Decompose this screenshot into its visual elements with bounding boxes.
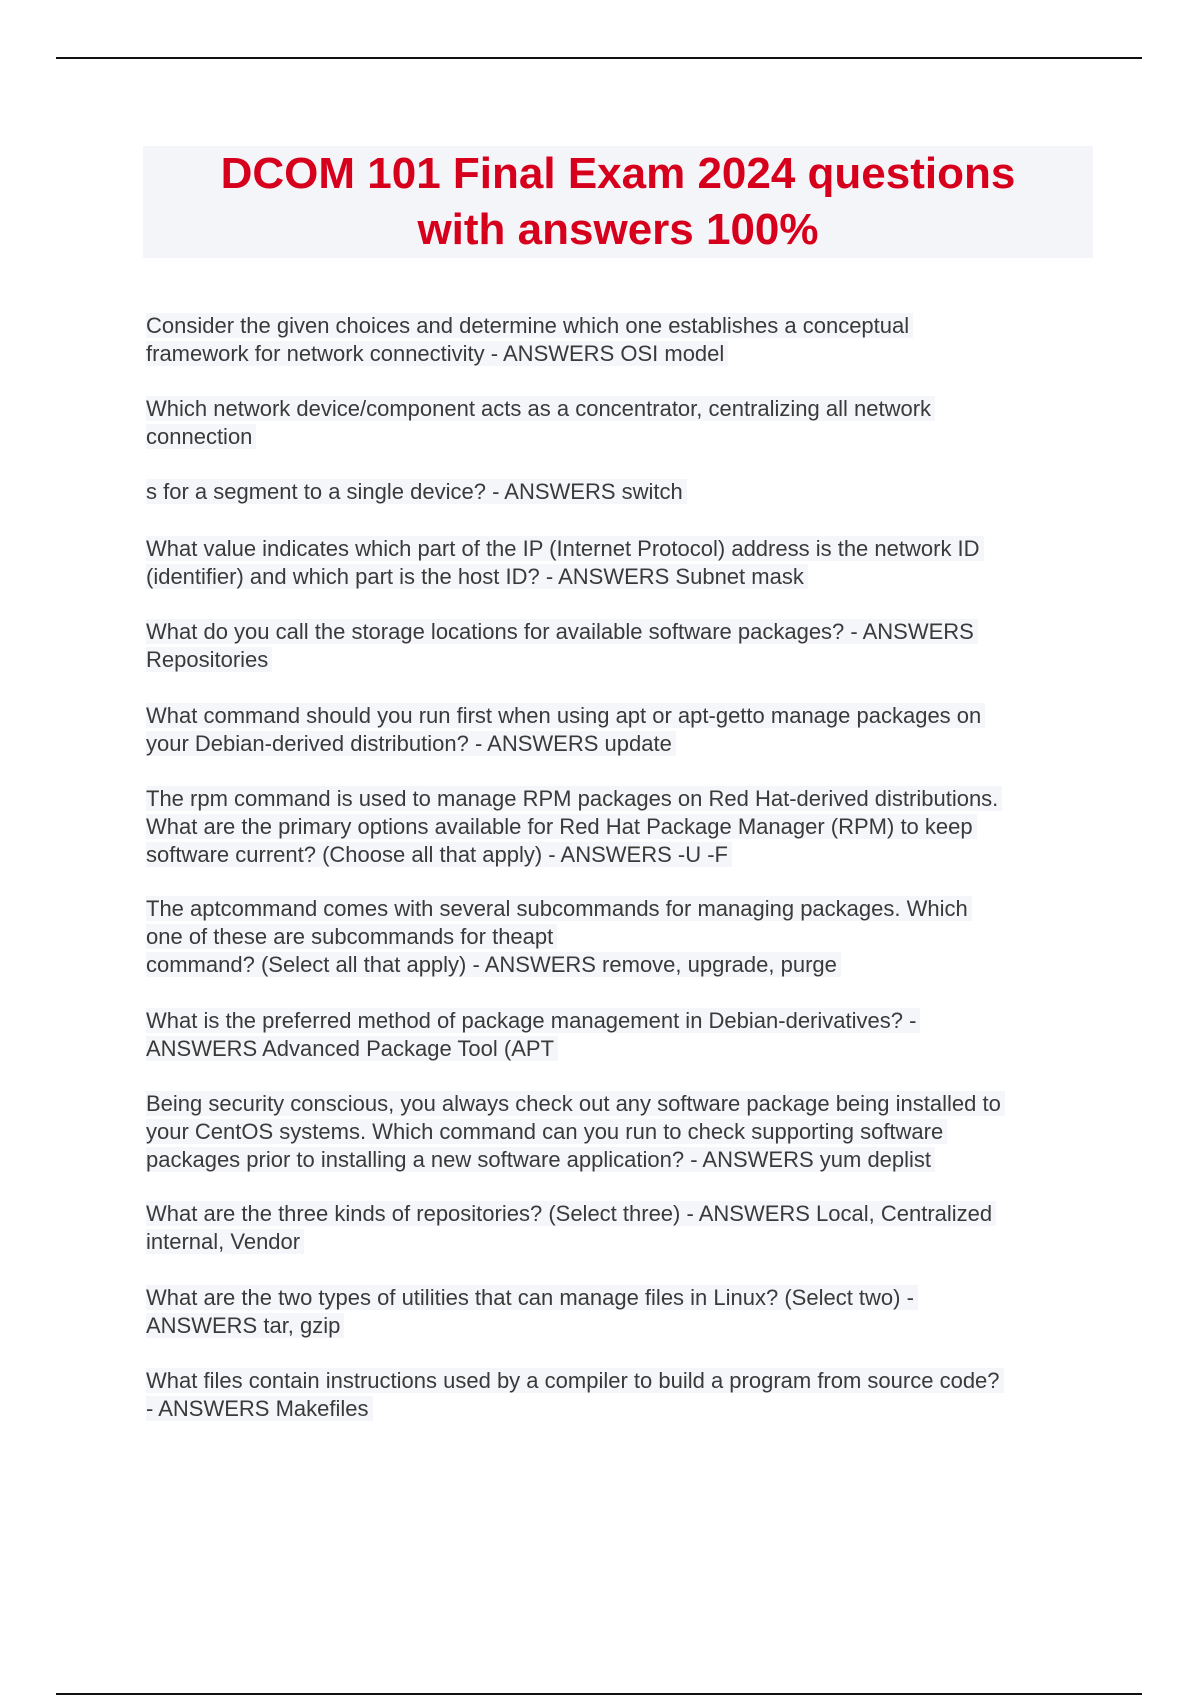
question-line-text: What value indicates which part of the IP (Internet Protocol) address is the network ID [146, 536, 984, 561]
question-line-text: command? (Select all that apply) - ANSWERS remove, upgrade, purge [146, 952, 841, 977]
title-box [143, 146, 1093, 258]
question-line [146, 1200, 1096, 1228]
question-line [146, 702, 1096, 730]
question-line [146, 340, 1096, 368]
question-line [146, 1118, 1096, 1146]
question-item [146, 395, 1096, 451]
question-item [146, 785, 1096, 869]
question-line-text: software current? (Choose all that apply) - ANSWERS -U -F [146, 842, 732, 867]
question-item [146, 478, 1096, 506]
question-line [146, 1395, 1096, 1423]
question-line [146, 1228, 1096, 1256]
question-line-text: What are the three kinds of repositories? (Select three) - ANSWERS Local, Centralized [146, 1201, 996, 1226]
question-line-text: What command should you run first when using apt or apt-getto manage packages on [146, 703, 985, 728]
question-line [146, 923, 1096, 951]
top-rule [56, 57, 1142, 59]
title-line-2: with answers 100% [417, 205, 819, 254]
question-line [146, 423, 1096, 451]
title-line-1: DCOM 101 Final Exam 2024 questions [220, 149, 1016, 198]
question-line [146, 1035, 1096, 1063]
question-line-text: The aptcommand comes with several subcommands for managing packages. Which [146, 896, 972, 921]
question-line-text: packages prior to installing a new software application? - ANSWERS yum deplist [146, 1147, 935, 1172]
question-line-text: internal, Vendor [146, 1229, 304, 1254]
question-line [146, 1007, 1096, 1035]
question-line-text: framework for network connectivity - ANSWERS OSI model [146, 341, 728, 366]
question-line-text: s for a segment to a single device? - ANSWERS switch [146, 479, 687, 504]
question-line [146, 730, 1096, 758]
question-line-text: connection [146, 424, 256, 449]
question-line-text: What is the preferred method of package management in Debian-derivatives? - [146, 1008, 920, 1033]
question-line [146, 618, 1096, 646]
question-line-text: The rpm command is used to manage RPM packages on Red Hat-derived distributions. [146, 786, 1002, 811]
question-line-text: What do you call the storage locations for available software packages? - ANSWERS [146, 619, 978, 644]
question-line-text: - ANSWERS Makefiles [146, 1396, 373, 1421]
question-line-text: one of these are subcommands for theapt [146, 924, 557, 949]
question-line-text: Repositories [146, 647, 272, 672]
question-line-text: What are the two types of utilities that can manage files in Linux? (Select two) - [146, 1285, 918, 1310]
question-line-text: What are the primary options available for Red Hat Package Manager (RPM) to keep [146, 814, 977, 839]
question-line [146, 785, 1096, 813]
bottom-rule [56, 1693, 1142, 1695]
question-line [146, 1090, 1096, 1118]
question-line-text: Which network device/component acts as a concentrator, centralizing all network [146, 396, 935, 421]
question-line [146, 646, 1096, 674]
question-line [146, 563, 1096, 591]
question-line [146, 951, 1096, 979]
question-line-text: What files contain instructions used by a compiler to build a program from source code? [146, 1368, 1004, 1393]
question-item [146, 312, 1096, 368]
question-line [146, 395, 1096, 423]
question-item [146, 702, 1096, 758]
question-item [146, 1367, 1096, 1423]
question-line [146, 895, 1096, 923]
question-line-text: Consider the given choices and determine which one establishes a conceptual [146, 313, 913, 338]
question-item [146, 1090, 1096, 1174]
question-line [146, 1312, 1096, 1340]
question-line-text: ANSWERS tar, gzip [146, 1313, 344, 1338]
question-line [146, 813, 1096, 841]
question-item [146, 535, 1096, 591]
question-line [146, 535, 1096, 563]
question-item [146, 1200, 1096, 1256]
question-line [146, 841, 1096, 869]
question-item [146, 618, 1096, 674]
question-item [146, 1284, 1096, 1340]
question-line-text: your Debian-derived distribution? - ANSWERS update [146, 731, 676, 756]
question-line [146, 312, 1096, 340]
question-line-text: ANSWERS Advanced Package Tool (APT [146, 1036, 558, 1061]
question-line [146, 1367, 1096, 1395]
question-line-text: Being security conscious, you always check out any software package being installed to [146, 1091, 1005, 1116]
question-line [146, 478, 1096, 506]
question-line [146, 1284, 1096, 1312]
question-line [146, 1146, 1096, 1174]
question-item [146, 895, 1096, 979]
question-item [146, 1007, 1096, 1063]
question-line-text: (identifier) and which part is the host ID? - ANSWERS Subnet mask [146, 564, 808, 589]
question-line-text: your CentOS systems. Which command can you run to check supporting software [146, 1119, 947, 1144]
